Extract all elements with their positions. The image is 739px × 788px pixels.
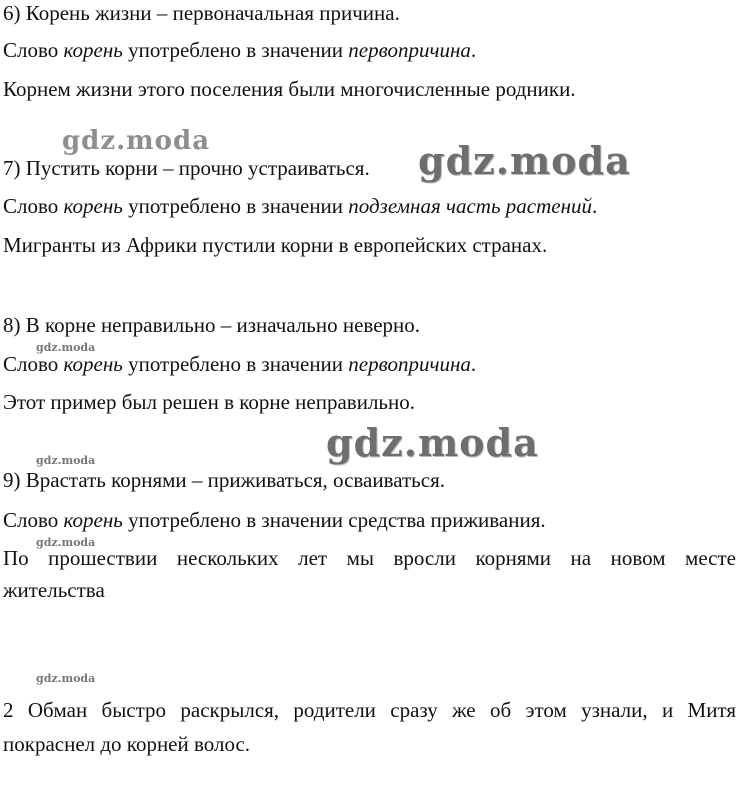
meaning-end: . xyxy=(592,194,598,218)
meaning-value: первопричина xyxy=(348,352,471,376)
item-6-example: Корнем жизни этого поселения были многочисленные родники. xyxy=(3,77,576,101)
watermark-logo: gdz.moda xyxy=(418,138,631,183)
item-8-example: Этот пример был решен в корне неправильно. xyxy=(3,390,416,414)
item-9-heading: 9) Врастать корнями – приживаться, осваиваться. xyxy=(3,468,445,492)
meaning-value: первопричина xyxy=(348,38,471,62)
meaning-prefix: Слово xyxy=(3,508,64,532)
item-9-example-line2: жительства xyxy=(3,578,105,602)
meaning-end: . xyxy=(470,38,477,62)
watermark-logo: gdz.moda xyxy=(36,672,96,685)
meaning-mid: употреблено в значении средства приживания. xyxy=(122,508,546,532)
item-9-example-line1: По прошествии нескольких лет мы вросли корнями на новом месте xyxy=(3,546,736,570)
meaning-mid: употреблено в значении xyxy=(122,194,349,218)
meaning-mid: употреблено в значении xyxy=(122,38,349,62)
item-6-heading: 6) Корень жизни – первоначальная причина. xyxy=(3,1,400,25)
item-8-meaning xyxy=(3,351,476,377)
task-2-line2: покраснел до корней волос. xyxy=(3,732,251,756)
meaning-word: корень xyxy=(63,194,123,218)
meaning-word: корень xyxy=(63,352,123,376)
meaning-end: . xyxy=(470,352,477,376)
watermark-logo: gdz.moda xyxy=(326,420,539,465)
watermark-logo: gdz.moda xyxy=(62,126,211,156)
task-2-line1: 2 Обман быстро раскрылся, родители сразу же об этом узнали, и Митя xyxy=(3,698,736,722)
meaning-value: подземная часть растений xyxy=(348,194,593,218)
meaning-prefix: Слово xyxy=(3,38,64,62)
item-8-heading: 8) В корне неправильно – изначально неверно. xyxy=(3,313,421,337)
item-7-example: Мигранты из Африки пустили корни в европейских странах. xyxy=(3,233,548,257)
meaning-word: корень xyxy=(63,508,123,532)
item-7-meaning xyxy=(3,193,597,219)
watermark-logo: gdz.moda xyxy=(36,454,96,467)
item-9-meaning xyxy=(3,507,546,533)
item-7-heading: 7) Пустить корни – прочно устраиваться. xyxy=(3,156,370,180)
meaning-word: корень xyxy=(63,38,123,62)
watermark-logo: gdz.moda xyxy=(36,341,96,354)
item-6-meaning xyxy=(3,37,476,63)
meaning-prefix: Слово xyxy=(3,194,64,218)
watermark-logo: gdz.moda xyxy=(36,536,96,549)
meaning-mid: употреблено в значении xyxy=(122,352,349,376)
meaning-prefix: Слово xyxy=(3,352,64,376)
